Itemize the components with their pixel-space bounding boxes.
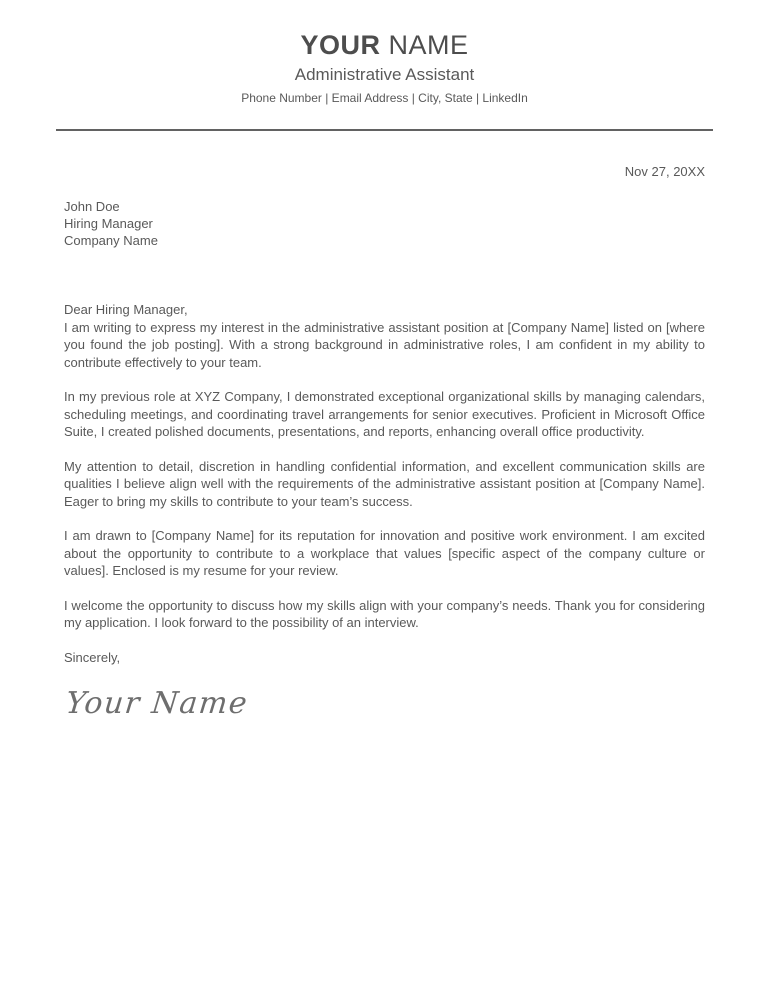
- recipient-name: John Doe: [64, 199, 120, 215]
- closing-salutation: Sincerely,: [64, 649, 121, 665]
- letter-header: [64, 30, 705, 105]
- name-first: YOUR: [300, 30, 381, 60]
- paragraph-intro: I am writing to express my interest in the administrative assistant position at [Company Name] listed on [where you found the job posting]. With a strong background in administrative roles, I am confident in my ability to contribute effectively to your team.: [64, 319, 705, 370]
- paragraph-skills: My attention to detail, discretion in handling confidential information, and excellent communication skills are qualities I believe align well with the requirements of the administrative assistant position at [Company Name]. Eager to bring my skills to contribute to your team’s success.: [64, 458, 705, 509]
- recipient-role: Hiring Manager: [64, 216, 153, 232]
- paragraph-company-fit: I am drawn to [Company Name] for its reputation for innovation and positive work environment. I am excited about the opportunity to contribute to a workplace that values [specific aspect of the company culture or values]. Enclosed is my resume for your review.: [64, 528, 705, 579]
- paragraph-experience: In my previous role at XYZ Company, I demonstrated exceptional organizational skills by managing calendars, scheduling meetings, and coordinating travel arrangements for senior executives. Proficient in Microsoft Office Suite, I created polished documents, presentations, and reports, enhancing overall office productivity.: [64, 389, 705, 440]
- contact-line: Phone Number | Email Address | City, State | LinkedIn: [241, 91, 528, 106]
- header-divider: [56, 129, 713, 131]
- letter-body: [64, 301, 705, 721]
- salutation: Dear Hiring Manager,: [64, 302, 188, 318]
- recipient-block: [64, 198, 705, 249]
- recipient-company: Company Name: [64, 233, 158, 249]
- page-title: [64, 30, 705, 61]
- paragraph-closing-request: I welcome the opportunity to discuss how my skills align with your company’s needs. Thank you for considering my application. I look forward to the possibility of an interview.: [64, 597, 705, 631]
- signature-script: Your Name: [64, 686, 250, 722]
- name-last: NAME: [388, 30, 469, 60]
- letter-date: Nov 27, 20XX: [624, 164, 705, 180]
- job-title: Administrative Assistant: [294, 65, 475, 85]
